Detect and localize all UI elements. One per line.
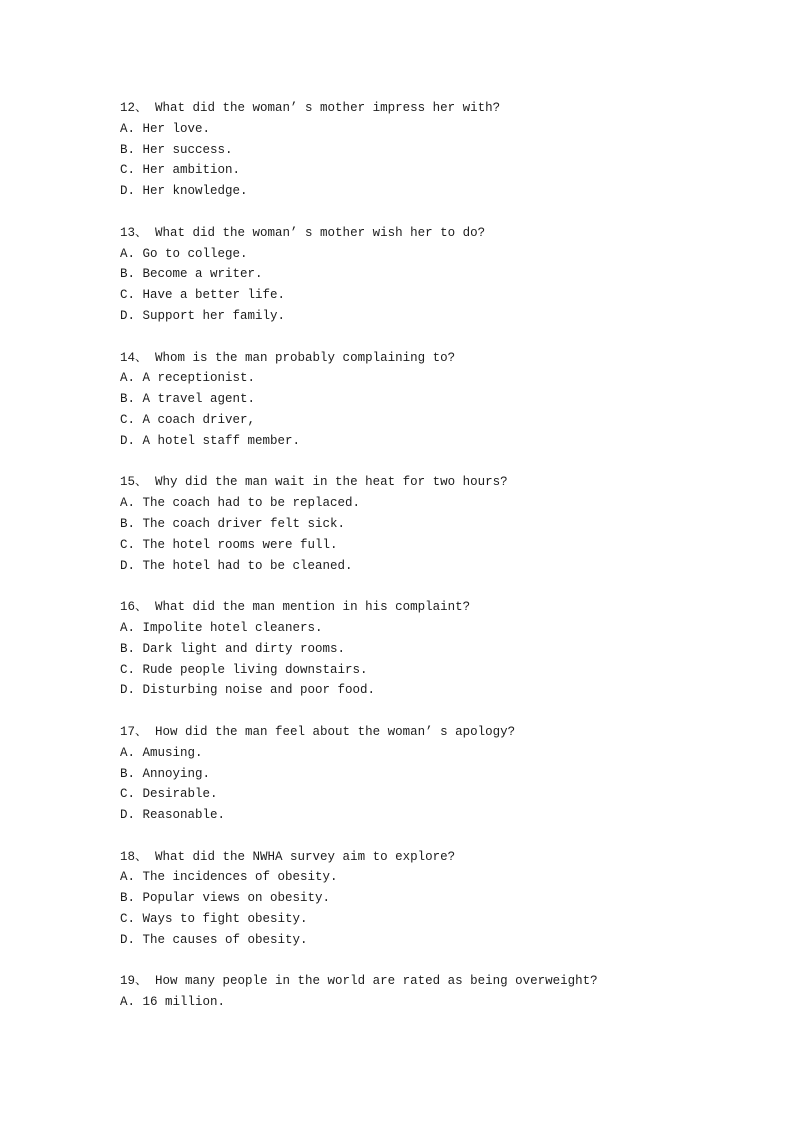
option-line: D. The causes of obesity. bbox=[120, 932, 308, 947]
option-line: B. Dark light and dirty rooms. bbox=[120, 641, 346, 656]
option-line: C. Desirable. bbox=[120, 787, 218, 802]
question-number: 18、 bbox=[120, 849, 148, 864]
option-line: D. Her knowledge. bbox=[120, 184, 248, 199]
question-line bbox=[120, 223, 734, 244]
option-line: A. Impolite hotel cleaners. bbox=[120, 620, 323, 635]
option-line: D. Disturbing noise and poor food. bbox=[120, 683, 376, 698]
question-number: 17、 bbox=[120, 724, 148, 739]
option-line: C. Have a better life. bbox=[120, 288, 286, 303]
question-block bbox=[120, 223, 734, 327]
question-line bbox=[120, 722, 734, 743]
option-line: C. A coach driver, bbox=[120, 412, 256, 427]
question-line bbox=[120, 597, 734, 618]
option-line: A. Amusing. bbox=[120, 745, 203, 760]
option-line: C. Rude people living downstairs. bbox=[120, 662, 368, 677]
option-line: D. Reasonable. bbox=[120, 808, 226, 823]
question-block bbox=[120, 98, 734, 202]
question-block bbox=[120, 971, 734, 1013]
question-number: 15、 bbox=[120, 475, 148, 490]
option-line: B. Become a writer. bbox=[120, 267, 263, 282]
question-number: 19、 bbox=[120, 974, 148, 989]
option-line: A. 16 million. bbox=[120, 995, 226, 1010]
option-line: A. The incidences of obesity. bbox=[120, 870, 338, 885]
option-line: B. The coach driver felt sick. bbox=[120, 516, 346, 531]
option-line: B. Popular views on obesity. bbox=[120, 891, 331, 906]
question-text: What did the woman’ s mother impress her with? bbox=[155, 101, 501, 115]
option-line: D. A hotel staff member. bbox=[120, 433, 301, 448]
option-line: A. A receptionist. bbox=[120, 371, 256, 386]
question-block bbox=[120, 472, 734, 576]
question-text: Whom is the man probably complaining to? bbox=[155, 350, 456, 365]
option-line: B. A travel agent. bbox=[120, 392, 256, 407]
option-line: C. Her ambition. bbox=[120, 163, 241, 178]
question-number: 14、 bbox=[120, 350, 148, 365]
option-line: B. Her success. bbox=[120, 142, 233, 157]
option-line: A. The coach had to be replaced. bbox=[120, 496, 361, 511]
question-line bbox=[120, 971, 734, 992]
option-line: A. Her love. bbox=[120, 121, 211, 136]
question-text: What did the NWHA survey aim to explore? bbox=[155, 849, 456, 864]
question-number: 16、 bbox=[120, 600, 148, 615]
question-block bbox=[120, 348, 734, 452]
option-line: C. Ways to fight obesity. bbox=[120, 912, 308, 927]
option-line: D. Support her family. bbox=[120, 308, 286, 323]
question-text: What did the man mention in his complaint? bbox=[155, 600, 471, 615]
question-line bbox=[120, 98, 734, 119]
question-block bbox=[120, 597, 734, 701]
question-text: Why did the man wait in the heat for two hours? bbox=[155, 475, 508, 490]
question-number: 13、 bbox=[120, 225, 148, 240]
question-block bbox=[120, 722, 734, 826]
option-line: B. Annoying. bbox=[120, 766, 211, 781]
option-line: C. The hotel rooms were full. bbox=[120, 537, 338, 552]
option-line: A. Go to college. bbox=[120, 246, 248, 261]
question-block bbox=[120, 847, 734, 951]
question-line bbox=[120, 847, 734, 868]
questions-list bbox=[120, 98, 734, 1034]
option-line: D. The hotel had to be cleaned. bbox=[120, 558, 353, 573]
question-text: How did the man feel about the woman’ s apology? bbox=[155, 724, 516, 739]
question-text: How many people in the world are rated as being overweight? bbox=[155, 974, 598, 989]
question-line bbox=[120, 348, 734, 369]
question-text: What did the woman’ s mother wish her to do? bbox=[155, 225, 486, 240]
question-number: 12、 bbox=[120, 101, 148, 115]
question-line bbox=[120, 472, 734, 493]
